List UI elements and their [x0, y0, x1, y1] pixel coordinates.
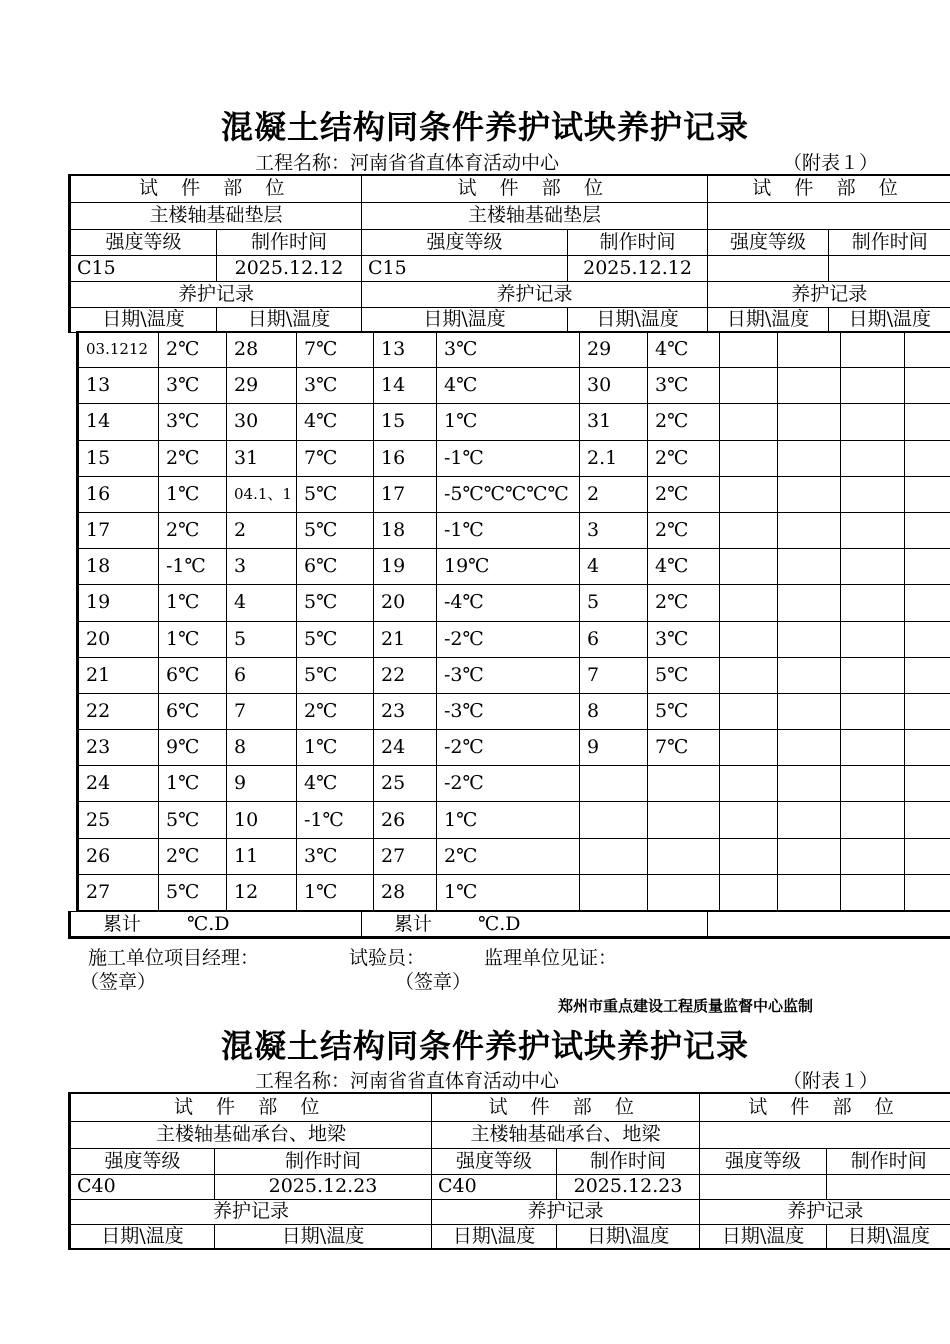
form1-section-header-3: 试 件 部 位 — [708, 175, 950, 202]
record-temp-cell: -2℃ — [437, 766, 580, 802]
form1-part-3 — [708, 202, 950, 229]
record-empty-cell — [778, 512, 841, 548]
record-date-cell: 30 — [580, 368, 648, 404]
record-date-cell: 13 — [78, 368, 159, 404]
record-empty-cell — [905, 512, 950, 548]
record-temp-cell: 4℃ — [648, 549, 720, 585]
form1-curing-label-1: 养护记录 — [70, 281, 362, 307]
record-temp-cell: 5℃ — [297, 657, 374, 693]
record-empty-cell — [841, 657, 905, 693]
record-empty-cell — [720, 440, 778, 476]
record-empty-cell — [778, 874, 841, 910]
record-temp-cell — [648, 802, 720, 838]
form1-date-2: 2025.12.12 — [568, 255, 708, 281]
record-empty-cell — [778, 332, 841, 368]
form2-datetemp-label-4: 日期\温度 — [557, 1224, 700, 1249]
record-temp-cell: 3℃ — [297, 368, 374, 404]
record-temp-cell: 1℃ — [159, 585, 227, 621]
table-row — [78, 512, 950, 548]
record-date-cell: 16 — [374, 440, 437, 476]
record-empty-cell — [841, 621, 905, 657]
table-row — [78, 368, 950, 404]
form1-sig-tester: 试验员： — [349, 947, 426, 969]
form1-datetemp-label-1: 日期\温度 — [70, 307, 217, 332]
record-temp-cell: -1℃ — [437, 440, 580, 476]
record-temp-cell: 4℃ — [297, 766, 374, 802]
form2-section-header-2: 试 件 部 位 — [432, 1093, 700, 1121]
form1-date-3 — [829, 255, 950, 281]
record-date-cell: 2 — [227, 512, 297, 548]
record-temp-cell: 2℃ — [648, 476, 720, 512]
record-date-cell: 6 — [227, 657, 297, 693]
form2-section-header-1: 试 件 部 位 — [70, 1093, 432, 1121]
record-temp-cell: 1℃ — [437, 404, 580, 440]
record-date-cell: 22 — [78, 693, 159, 729]
record-temp-cell: 1℃ — [159, 621, 227, 657]
record-date-cell: 7 — [580, 657, 648, 693]
record-date-cell: 5 — [227, 621, 297, 657]
form1-strength-label-2: 强度等级 — [362, 229, 568, 255]
form1-project-name: 工程名称：河南省省直体育活动中心 — [255, 152, 560, 174]
record-temp-cell: -3℃ — [437, 657, 580, 693]
form2-part-2: 主楼轴基础承台、地梁 — [432, 1121, 700, 1148]
form2-header-table — [68, 1092, 950, 1250]
form2-time-label-1: 制作时间 — [215, 1148, 432, 1174]
record-temp-cell: 5℃ — [159, 874, 227, 910]
form2-section-header-3: 试 件 部 位 — [700, 1093, 950, 1121]
form1-grade-2: C15 — [362, 255, 568, 281]
record-temp-cell: -4℃ — [437, 585, 580, 621]
record-empty-cell — [841, 512, 905, 548]
form2-datetemp-label-6: 日期\温度 — [827, 1224, 950, 1249]
form2-datetemp-label-5: 日期\温度 — [700, 1224, 827, 1249]
form1-curing-label-3: 养护记录 — [708, 281, 950, 307]
record-empty-cell — [905, 404, 950, 440]
record-date-cell: 11 — [227, 838, 297, 874]
record-date-cell: 20 — [78, 621, 159, 657]
record-temp-cell: 7℃ — [297, 440, 374, 476]
record-date-cell: 5 — [580, 585, 648, 621]
record-date-cell — [580, 802, 648, 838]
record-temp-cell: 2℃ — [159, 838, 227, 874]
record-empty-cell — [841, 838, 905, 874]
record-date-cell: 21 — [78, 657, 159, 693]
record-empty-cell — [778, 802, 841, 838]
record-empty-cell — [905, 657, 950, 693]
record-empty-cell — [720, 332, 778, 368]
form1-cumulative-2 — [362, 912, 708, 938]
record-empty-cell — [778, 368, 841, 404]
record-empty-cell — [841, 693, 905, 729]
table-row — [78, 730, 950, 766]
record-temp-cell: -2℃ — [437, 730, 580, 766]
record-temp-cell: 3℃ — [159, 368, 227, 404]
record-date-cell — [580, 838, 648, 874]
record-date-cell: 2 — [580, 476, 648, 512]
record-empty-cell — [905, 440, 950, 476]
record-empty-cell — [905, 693, 950, 729]
record-empty-cell — [720, 766, 778, 802]
record-temp-cell — [648, 838, 720, 874]
record-date-cell: 17 — [78, 512, 159, 548]
record-temp-cell: 1℃ — [437, 802, 580, 838]
record-temp-cell — [648, 766, 720, 802]
form1-datetemp-label-2: 日期\温度 — [217, 307, 362, 332]
record-date-cell: 16 — [78, 476, 159, 512]
record-empty-cell — [841, 332, 905, 368]
form2-annex-label: （附表１） — [783, 1070, 879, 1092]
record-date-cell: 30 — [227, 404, 297, 440]
table-row — [78, 404, 950, 440]
record-date-cell: 19 — [78, 585, 159, 621]
record-date-cell: 4 — [580, 549, 648, 585]
record-empty-cell — [905, 585, 950, 621]
record-empty-cell — [778, 766, 841, 802]
record-empty-cell — [841, 368, 905, 404]
record-empty-cell — [720, 368, 778, 404]
record-date-cell: 2.1 — [580, 440, 648, 476]
record-date-cell: 18 — [374, 512, 437, 548]
record-empty-cell — [720, 585, 778, 621]
record-temp-cell: 2℃ — [648, 440, 720, 476]
form2-datetemp-label-1: 日期\温度 — [70, 1224, 215, 1249]
record-date-cell: 25 — [78, 802, 159, 838]
record-temp-cell: 5℃ — [297, 476, 374, 512]
record-date-cell: 10 — [227, 802, 297, 838]
record-empty-cell — [841, 874, 905, 910]
record-empty-cell — [905, 368, 950, 404]
record-temp-cell: 2℃ — [159, 332, 227, 368]
form1-datetemp-label-5: 日期\温度 — [708, 307, 829, 332]
record-temp-cell: 1℃ — [159, 766, 227, 802]
form2-part-3 — [700, 1121, 950, 1148]
form1-grade-1: C15 — [70, 255, 217, 281]
form2-curing-label-2: 养护记录 — [432, 1199, 700, 1224]
form2-datetemp-label-2: 日期\温度 — [215, 1224, 432, 1249]
record-empty-cell — [841, 766, 905, 802]
form1-time-label-3: 制作时间 — [829, 229, 950, 255]
form2-grade-3 — [700, 1174, 827, 1199]
record-empty-cell — [841, 549, 905, 585]
record-empty-cell — [841, 802, 905, 838]
record-temp-cell: 2℃ — [437, 838, 580, 874]
record-empty-cell — [905, 838, 950, 874]
form2-date-1: 2025.12.23 — [215, 1174, 432, 1199]
form2-strength-label-2: 强度等级 — [432, 1148, 557, 1174]
form1-grade-3 — [708, 255, 829, 281]
record-temp-cell: 5℃ — [159, 802, 227, 838]
record-temp-cell: 2℃ — [648, 512, 720, 548]
record-temp-cell: 6℃ — [297, 549, 374, 585]
record-empty-cell — [905, 476, 950, 512]
record-date-cell: 28 — [227, 332, 297, 368]
record-date-cell: 31 — [227, 440, 297, 476]
record-temp-cell — [648, 874, 720, 910]
form1-cumulative-unit-2: ℃.D — [478, 912, 521, 935]
record-temp-cell: 7℃ — [297, 332, 374, 368]
form1-seal-1: （签章） — [80, 971, 157, 993]
record-empty-cell — [720, 693, 778, 729]
record-temp-cell: -1℃ — [297, 802, 374, 838]
form1-annex-label: （附表１） — [783, 152, 879, 174]
record-date-cell: 14 — [78, 404, 159, 440]
record-empty-cell — [905, 802, 950, 838]
form1-issuer: 郑州市重点建设工程质量监督中心监制 — [558, 997, 814, 1015]
record-date-cell: 9 — [580, 730, 648, 766]
form2-date-3 — [827, 1174, 950, 1199]
record-date-cell: 18 — [78, 549, 159, 585]
record-empty-cell — [905, 766, 950, 802]
table-row — [78, 693, 950, 729]
record-date-cell — [580, 766, 648, 802]
record-temp-cell: 1℃ — [159, 476, 227, 512]
record-empty-cell — [841, 730, 905, 766]
form2-grade-1: C40 — [70, 1174, 215, 1199]
form1-part-1: 主楼轴基础垫层 — [70, 202, 362, 229]
form1-cumulative-1 — [70, 912, 362, 938]
record-empty-cell — [720, 802, 778, 838]
record-temp-cell: -5℃℃℃℃℃ — [437, 476, 580, 512]
record-date-cell: 6 — [580, 621, 648, 657]
record-temp-cell: 1℃ — [297, 730, 374, 766]
form1-strength-label-1: 强度等级 — [70, 229, 217, 255]
form1-sig-supervisor: 监理单位见证： — [484, 947, 618, 969]
form1-cumulative-table — [68, 911, 950, 939]
record-temp-cell: 6℃ — [159, 657, 227, 693]
form1-datetemp-label-3: 日期\温度 — [362, 307, 568, 332]
record-temp-cell: 2℃ — [648, 404, 720, 440]
form1-cumulative-3 — [708, 912, 950, 938]
record-empty-cell — [720, 730, 778, 766]
record-date-cell: 24 — [78, 766, 159, 802]
table-row — [78, 549, 950, 585]
form2-curing-label-3: 养护记录 — [700, 1199, 950, 1224]
record-empty-cell — [720, 404, 778, 440]
record-temp-cell: 7℃ — [648, 730, 720, 766]
record-date-cell: 21 — [374, 621, 437, 657]
record-date-cell: 25 — [374, 766, 437, 802]
record-empty-cell — [720, 874, 778, 910]
form2-time-label-2: 制作时间 — [557, 1148, 700, 1174]
record-empty-cell — [720, 476, 778, 512]
record-date-cell: 20 — [374, 585, 437, 621]
form1-header-table — [68, 174, 950, 333]
form2-project-name: 工程名称：河南省省直体育活动中心 — [255, 1070, 560, 1092]
form2-time-label-3: 制作时间 — [827, 1148, 950, 1174]
record-empty-cell — [905, 621, 950, 657]
record-date-cell: 23 — [78, 730, 159, 766]
record-temp-cell: -2℃ — [437, 621, 580, 657]
form1-cumulative-unit-1: ℃.D — [187, 912, 230, 935]
form1-section-header-1: 试 件 部 位 — [70, 175, 362, 202]
record-empty-cell — [905, 874, 950, 910]
record-date-cell: 27 — [374, 838, 437, 874]
record-date-cell: 27 — [78, 874, 159, 910]
record-temp-cell: 3℃ — [159, 404, 227, 440]
record-empty-cell — [841, 476, 905, 512]
record-date-cell: 17 — [374, 476, 437, 512]
record-empty-cell — [778, 657, 841, 693]
record-empty-cell — [841, 404, 905, 440]
record-temp-cell: 5℃ — [648, 657, 720, 693]
form2-datetemp-label-3: 日期\温度 — [432, 1224, 557, 1249]
form2-date-2: 2025.12.23 — [557, 1174, 700, 1199]
record-date-cell: 3 — [227, 549, 297, 585]
record-empty-cell — [905, 332, 950, 368]
form2-curing-label-1: 养护记录 — [70, 1199, 432, 1224]
record-temp-cell: 5℃ — [297, 512, 374, 548]
record-date-cell: 03.1212 — [78, 332, 159, 368]
form1-part-2: 主楼轴基础垫层 — [362, 202, 708, 229]
record-date-cell: 3 — [580, 512, 648, 548]
form1-sig-contractor: 施工单位项目经理： — [88, 947, 260, 969]
form1-seal-2: （签章） — [395, 971, 472, 993]
record-temp-cell: -1℃ — [159, 549, 227, 585]
form1-record-grid — [76, 331, 950, 911]
form1-cumulative-label-1: 累计 — [103, 912, 142, 935]
record-empty-cell — [720, 657, 778, 693]
form1-datetemp-label-4: 日期\温度 — [568, 307, 708, 332]
record-temp-cell: 5℃ — [297, 585, 374, 621]
record-date-cell: 23 — [374, 693, 437, 729]
table-row — [78, 621, 950, 657]
record-temp-cell: 2℃ — [297, 693, 374, 729]
record-date-cell: 7 — [227, 693, 297, 729]
record-empty-cell — [720, 512, 778, 548]
record-date-cell: 26 — [374, 802, 437, 838]
record-temp-cell: 3℃ — [648, 621, 720, 657]
record-temp-cell: 9℃ — [159, 730, 227, 766]
record-empty-cell — [778, 693, 841, 729]
form1-cumulative-label-2: 累计 — [394, 912, 433, 935]
record-date-cell: 29 — [580, 332, 648, 368]
record-temp-cell: 1℃ — [297, 874, 374, 910]
form1-curing-label-2: 养护记录 — [362, 281, 708, 307]
record-empty-cell — [778, 621, 841, 657]
record-empty-cell — [778, 730, 841, 766]
record-date-cell: 8 — [580, 693, 648, 729]
record-temp-cell: -1℃ — [437, 512, 580, 548]
form1-date-1: 2025.12.12 — [217, 255, 362, 281]
record-date-cell: 13 — [374, 332, 437, 368]
record-temp-cell: 3℃ — [297, 838, 374, 874]
record-temp-cell: 19℃ — [437, 549, 580, 585]
record-temp-cell: 1℃ — [437, 874, 580, 910]
table-row — [78, 332, 950, 368]
record-temp-cell: 2℃ — [159, 440, 227, 476]
form2-title: 混凝土结构同条件养护试块养护记录 — [220, 1027, 749, 1065]
record-date-cell: 19 — [374, 549, 437, 585]
record-date-cell: 24 — [374, 730, 437, 766]
record-empty-cell — [841, 585, 905, 621]
table-row — [78, 838, 950, 874]
record-date-cell: 15 — [374, 404, 437, 440]
form1-datetemp-label-6: 日期\温度 — [829, 307, 950, 332]
record-temp-cell: -3℃ — [437, 693, 580, 729]
table-row — [78, 802, 950, 838]
record-date-cell: 22 — [374, 657, 437, 693]
record-temp-cell: 5℃ — [297, 621, 374, 657]
form1-time-label-1: 制作时间 — [217, 229, 362, 255]
record-date-cell: 31 — [580, 404, 648, 440]
record-temp-cell: 6℃ — [159, 693, 227, 729]
form2-grade-2: C40 — [432, 1174, 557, 1199]
record-empty-cell — [778, 549, 841, 585]
record-empty-cell — [720, 838, 778, 874]
record-date-cell: 26 — [78, 838, 159, 874]
record-empty-cell — [905, 549, 950, 585]
record-date-cell: 9 — [227, 766, 297, 802]
form1-strength-label-3: 强度等级 — [708, 229, 829, 255]
record-date-cell: 4 — [227, 585, 297, 621]
table-row — [78, 874, 950, 910]
record-date-cell: 04.1、1 — [227, 476, 297, 512]
record-empty-cell — [778, 404, 841, 440]
record-date-cell: 15 — [78, 440, 159, 476]
form2-strength-label-3: 强度等级 — [700, 1148, 827, 1174]
record-empty-cell — [841, 440, 905, 476]
table-row — [78, 585, 950, 621]
table-row — [78, 657, 950, 693]
record-temp-cell: 2℃ — [648, 585, 720, 621]
record-date-cell: 28 — [374, 874, 437, 910]
form2-strength-label-1: 强度等级 — [70, 1148, 215, 1174]
record-empty-cell — [720, 621, 778, 657]
record-temp-cell: 4℃ — [648, 332, 720, 368]
record-date-cell: 12 — [227, 874, 297, 910]
record-temp-cell: 3℃ — [648, 368, 720, 404]
form1-title: 混凝土结构同条件养护试块养护记录 — [220, 108, 749, 146]
record-temp-cell: 2℃ — [159, 512, 227, 548]
form1-section-header-2: 试 件 部 位 — [362, 175, 708, 202]
record-empty-cell — [778, 476, 841, 512]
record-date-cell: 14 — [374, 368, 437, 404]
record-empty-cell — [778, 440, 841, 476]
form1-time-label-2: 制作时间 — [568, 229, 708, 255]
record-temp-cell: 3℃ — [437, 332, 580, 368]
table-row — [78, 476, 950, 512]
record-date-cell: 29 — [227, 368, 297, 404]
record-temp-cell: 4℃ — [297, 404, 374, 440]
record-empty-cell — [778, 585, 841, 621]
table-row — [78, 766, 950, 802]
form2-part-1: 主楼轴基础承台、地梁 — [70, 1121, 432, 1148]
record-empty-cell — [905, 730, 950, 766]
record-date-cell — [580, 874, 648, 910]
record-temp-cell: 4℃ — [437, 368, 580, 404]
record-empty-cell — [720, 549, 778, 585]
record-date-cell: 8 — [227, 730, 297, 766]
record-temp-cell: 5℃ — [648, 693, 720, 729]
table-row — [78, 440, 950, 476]
record-empty-cell — [778, 838, 841, 874]
